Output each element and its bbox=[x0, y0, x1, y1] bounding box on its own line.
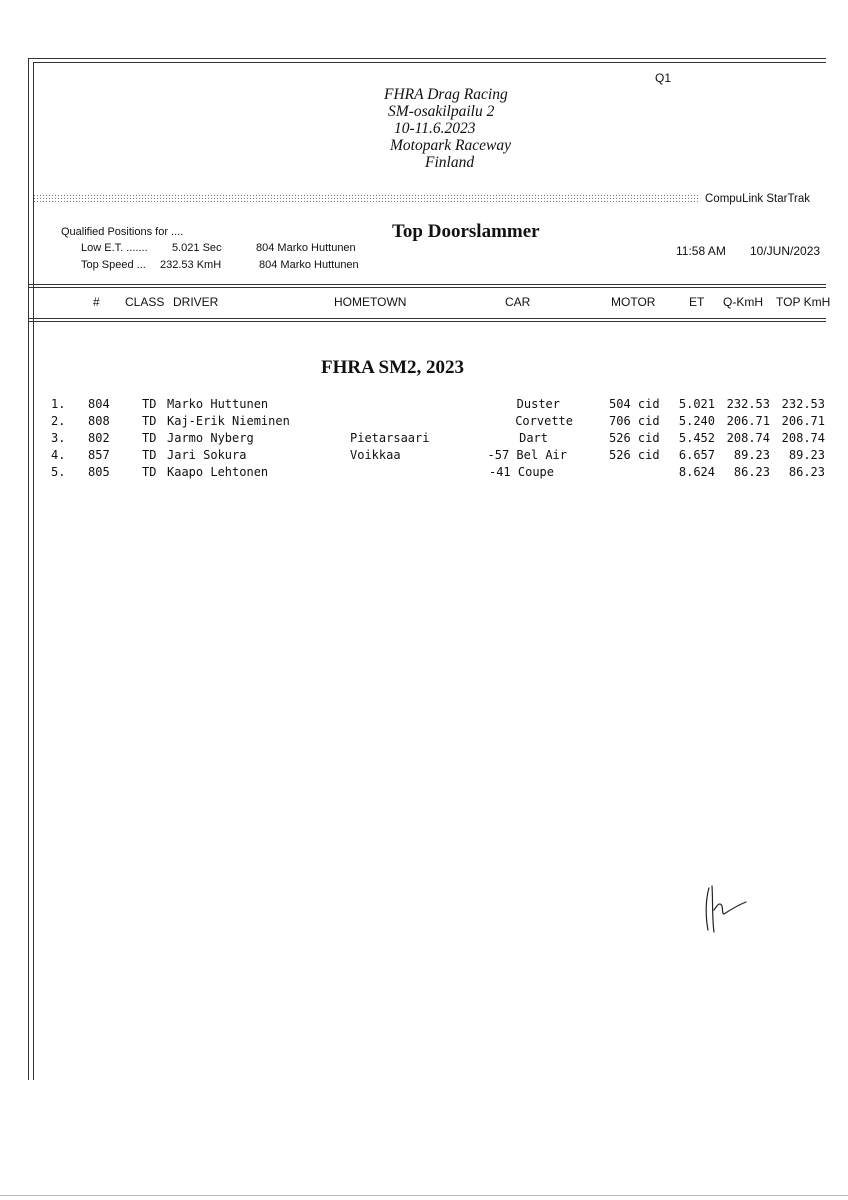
col-motor: MOTOR bbox=[611, 295, 656, 309]
col-hometown: HOMETOWN bbox=[334, 295, 407, 309]
top-speed-holder: 804 Marko Huttunen bbox=[259, 259, 359, 271]
qualified-intro: Qualified Positions for .... bbox=[61, 226, 184, 238]
venue: Motopark Raceway bbox=[390, 137, 511, 154]
col-car: CAR bbox=[505, 295, 531, 309]
row-topkmh: 232.53 bbox=[781, 397, 825, 411]
frame-left-line-inner bbox=[33, 62, 34, 1080]
signature-mark bbox=[700, 880, 760, 940]
table-row bbox=[0, 397, 848, 414]
frame-top-line bbox=[28, 58, 826, 59]
low-et-value: 5.021 Sec bbox=[172, 242, 222, 254]
row-position: 5. bbox=[51, 465, 66, 479]
row-et: 6.657 bbox=[678, 448, 715, 462]
row-position: 3. bbox=[51, 431, 66, 445]
col-qkmh: Q-KmH bbox=[723, 295, 763, 309]
page-code: Q1 bbox=[655, 71, 672, 85]
row-motor: 526 cid bbox=[609, 431, 660, 445]
col-num: # bbox=[93, 295, 100, 309]
row-motor: 504 cid bbox=[609, 397, 660, 411]
row-position: 2. bbox=[51, 414, 66, 428]
event-dates: 10-11.6.2023 bbox=[394, 120, 476, 137]
row-car: Duster bbox=[516, 397, 560, 411]
country: Finland bbox=[425, 154, 475, 171]
row-topkmh: 86.23 bbox=[788, 465, 825, 479]
header-line-top bbox=[28, 284, 826, 285]
row-position: 1. bbox=[51, 397, 66, 411]
event-name: SM-osakilpailu 2 bbox=[388, 103, 495, 120]
row-motor: 526 cid bbox=[609, 448, 660, 462]
frame-top-line-inner bbox=[33, 62, 826, 63]
row-car-number: 804 bbox=[88, 397, 110, 411]
row-motor: 706 cid bbox=[609, 414, 660, 428]
dotted-band bbox=[33, 194, 698, 204]
row-qkmh: 86.23 bbox=[733, 465, 770, 479]
row-topkmh: 89.23 bbox=[788, 448, 825, 462]
top-speed-label: Top Speed ... bbox=[81, 259, 146, 271]
top-speed-value: 232.53 KmH bbox=[160, 259, 222, 271]
class-title: Top Doorslammer bbox=[392, 221, 540, 242]
system-brand: CompuLink StarTrak bbox=[705, 193, 811, 205]
row-car: Corvette bbox=[515, 414, 573, 428]
row-class: TD bbox=[142, 448, 157, 462]
low-et-label: Low E.T. ....... bbox=[81, 242, 148, 254]
table-row bbox=[0, 448, 848, 465]
frame-left-line bbox=[28, 58, 29, 1080]
col-driver: DRIVER bbox=[173, 295, 219, 309]
event-title-block bbox=[330, 86, 570, 171]
row-car-number: 857 bbox=[88, 448, 110, 462]
row-driver: Marko Huttunen bbox=[167, 397, 269, 411]
report-time: 11:58 AM bbox=[676, 244, 726, 258]
row-car: -57 Bel Air bbox=[487, 448, 567, 462]
col-topkmh: TOP KmH bbox=[776, 295, 831, 309]
row-position: 4. bbox=[51, 448, 66, 462]
low-et-holder: 804 Marko Huttunen bbox=[256, 242, 356, 254]
row-qkmh: 208.74 bbox=[726, 431, 770, 445]
row-hometown: Voikkaa bbox=[350, 448, 401, 462]
row-car: Dart bbox=[519, 431, 548, 445]
page-bottom-line bbox=[0, 1195, 848, 1196]
row-driver: Jarmo Nyberg bbox=[167, 431, 254, 445]
col-et: ET bbox=[689, 295, 705, 309]
row-class: TD bbox=[142, 465, 157, 479]
row-topkmh: 206.71 bbox=[781, 414, 825, 428]
row-driver: Kaj-Erik Nieminen bbox=[167, 414, 290, 428]
header-line-top-2 bbox=[28, 287, 826, 288]
row-car-number: 808 bbox=[88, 414, 110, 428]
row-et: 5.452 bbox=[678, 431, 715, 445]
row-class: TD bbox=[142, 431, 157, 445]
row-et: 5.021 bbox=[678, 397, 715, 411]
row-hometown: Pietarsaari bbox=[350, 431, 430, 445]
org-title: FHRA Drag Racing bbox=[384, 86, 508, 103]
row-topkmh: 208.74 bbox=[781, 431, 825, 445]
row-et: 5.240 bbox=[678, 414, 715, 428]
row-qkmh: 206.71 bbox=[726, 414, 770, 428]
row-class: TD bbox=[142, 397, 157, 411]
row-driver: Kaapo Lehtonen bbox=[167, 465, 269, 479]
row-car-number: 802 bbox=[88, 431, 110, 445]
table-row bbox=[0, 465, 848, 482]
row-car-number: 805 bbox=[88, 465, 110, 479]
table-row bbox=[0, 431, 848, 448]
row-qkmh: 89.23 bbox=[733, 448, 770, 462]
header-line-bottom bbox=[28, 318, 826, 319]
row-car: -41 Coupe bbox=[488, 465, 554, 479]
section-title: FHRA SM2, 2023 bbox=[321, 357, 465, 378]
row-driver: Jari Sokura bbox=[167, 448, 247, 462]
col-class: CLASS bbox=[125, 295, 165, 309]
row-et: 8.624 bbox=[678, 465, 715, 479]
row-qkmh: 232.53 bbox=[726, 397, 770, 411]
table-row bbox=[0, 414, 848, 431]
report-date: 10/JUN/2023 bbox=[750, 244, 821, 258]
header-line-bottom-2 bbox=[28, 321, 826, 322]
row-class: TD bbox=[142, 414, 157, 428]
